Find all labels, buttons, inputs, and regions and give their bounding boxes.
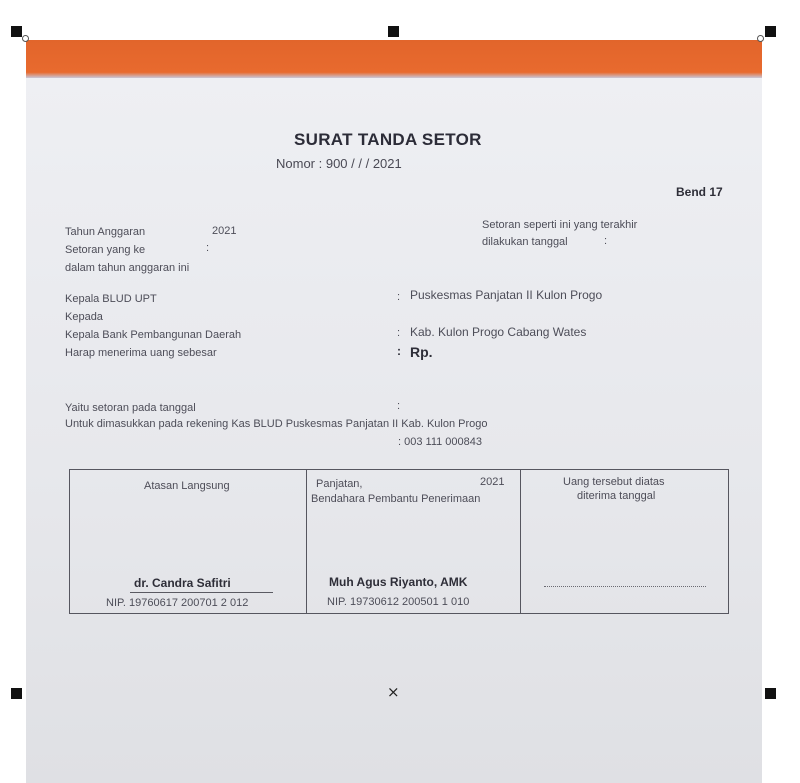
document-photo[interactable]: [26, 40, 762, 783]
rotation-anchor-right[interactable]: [757, 35, 764, 42]
rotation-anchor-left[interactable]: [22, 35, 29, 42]
paper-sheet: [26, 78, 762, 783]
bendahara-heading: Bendahara Pembantu Penerimaan: [311, 493, 481, 505]
year-label: 2021: [480, 476, 505, 488]
resize-handle-top-right[interactable]: [765, 26, 776, 37]
atasan-nip: NIP. 19760617 200701 2 012: [106, 597, 249, 609]
row-kepada-label: Kepada: [65, 311, 103, 323]
orange-folder-edge: [26, 40, 762, 78]
row-bank-colon: :: [397, 327, 401, 339]
table-divider-1: [306, 469, 307, 614]
setoran-ke-label: Setoran yang ke: [65, 244, 146, 256]
dalam-tahun-label: dalam tahun anggaran ini: [65, 262, 190, 274]
document-number: Nomor : 900 / / / 2021: [276, 156, 402, 171]
place-label: Panjatan,: [316, 478, 363, 490]
bendahara-nip: NIP. 19730612 200501 1 010: [327, 596, 470, 608]
terakhir-line2: dilakukan tanggal: [482, 236, 568, 248]
atasan-heading: Atasan Langsung: [144, 480, 230, 492]
rekening-number: : 003 111 000843: [398, 436, 483, 448]
row-kepala-blud-label: Kepala BLUD UPT: [65, 293, 157, 305]
terakhir-line1: Setoran seperti ini yang terakhir: [482, 219, 638, 231]
resize-handle-top-left[interactable]: [11, 26, 22, 37]
yaitu-colon: :: [397, 400, 401, 412]
diterima-line2: diterima tanggal: [577, 490, 656, 502]
table-divider-2: [520, 469, 521, 614]
row-uang-value: Rp.: [410, 344, 433, 360]
bendahara-name: Muh Agus Riyanto, AMK: [329, 575, 468, 589]
row-kepala-blud-colon: :: [397, 291, 401, 303]
row-bank-value: Kab. Kulon Progo Cabang Wates: [410, 325, 587, 339]
atasan-name-underline: [130, 592, 273, 593]
resize-handle-middle-right[interactable]: [765, 688, 776, 699]
terakhir-colon: :: [604, 235, 608, 247]
yaitu-label: Yaitu setoran pada tanggal: [65, 402, 196, 414]
tahun-anggaran-label: Tahun Anggaran: [65, 226, 146, 238]
center-cross-icon[interactable]: ×: [387, 683, 400, 701]
untuk-text: Untuk dimasukkan pada rekening Kas BLUD Puskesmas Panjatan II Kab. Kulon Progo: [65, 418, 488, 430]
row-kepala-blud-value: Puskesmas Panjatan II Kulon Progo: [410, 288, 603, 302]
atasan-name: dr. Candra Safitri: [134, 576, 231, 590]
diterima-signature-line: [544, 586, 706, 587]
form-code: Bend 17: [676, 185, 723, 199]
row-uang-label: Harap menerima uang sebesar: [65, 347, 217, 359]
setoran-ke-colon: :: [206, 242, 210, 254]
document-title: SURAT TANDA SETOR: [294, 130, 482, 149]
resize-handle-middle-left[interactable]: [11, 688, 22, 699]
resize-handle-top-center[interactable]: [388, 26, 399, 37]
row-uang-colon: :: [397, 344, 401, 358]
tahun-anggaran-value: 2021: [212, 225, 237, 237]
row-bank-label: Kepala Bank Pembangunan Daerah: [65, 329, 242, 341]
diterima-line1: Uang tersebut diatas: [563, 476, 665, 488]
